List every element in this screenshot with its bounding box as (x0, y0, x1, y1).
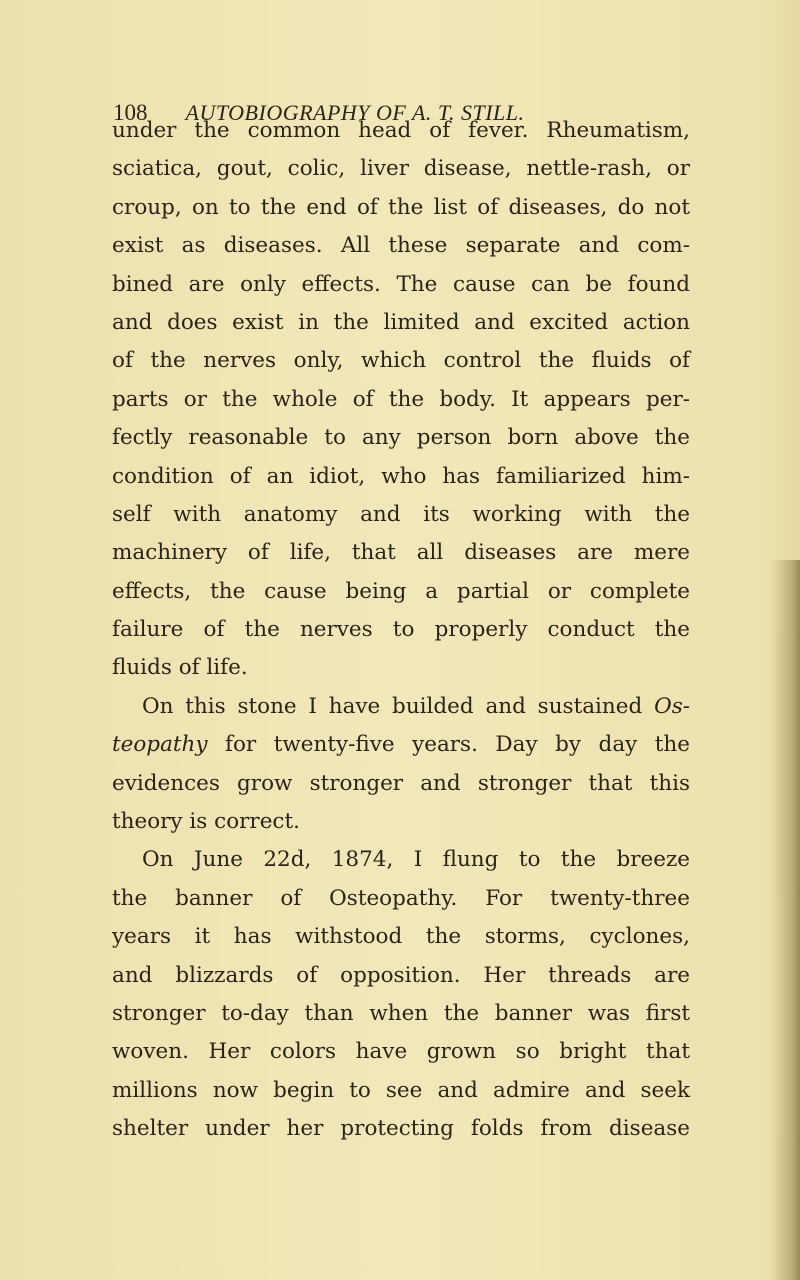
text-line: condition of an idiot, who has familiarized him- (112, 463, 690, 489)
text-line: stronger to-day than when the banner was first (112, 1000, 690, 1026)
text-line: bined are only effects. The cause can be found (112, 271, 690, 297)
text-line: millions now begin to see and admire and seek (112, 1077, 690, 1103)
italic-term: teopathy (112, 732, 208, 758)
text-line: fluids of life. (112, 655, 248, 681)
text-span: for twenty-five years. Day by day the (207, 732, 690, 758)
text-line: exist as diseases. All these separate and com- (112, 233, 690, 259)
page-body (112, 112, 690, 1149)
text-line: sciatica, gout, colic, liver disease, nettle-rash, or (112, 156, 690, 182)
text-line: years it has withstood the storms, cyclones, (112, 924, 690, 950)
text-line: self with anatomy and its working with the (112, 501, 690, 527)
text-line (112, 688, 690, 726)
text-line: parts or the whole of the body. It appears per- (112, 386, 690, 412)
running-title: AUTOBIOGRAPHY OF A. T. STILL. (185, 100, 525, 125)
text-line: On June 22d, 1874, I flung to the breeze (142, 847, 690, 873)
text-line: and blizzards of opposition. Her threads are (112, 962, 690, 988)
text-line: theory is correct. (112, 809, 300, 835)
text-line: of the nerves only, which control the fluids of (112, 348, 690, 374)
text-line: evidences grow stronger and stronger that this (112, 770, 690, 796)
text-line: fectly reasonable to any person born above the (112, 425, 690, 451)
text-line: woven. Her colors have grown so bright that (112, 1039, 690, 1065)
text-line: croup, on to the end of the list of diseases, do not (112, 194, 690, 220)
page-number: 108 (113, 100, 148, 125)
text-line: effects, the cause being a partial or complete (112, 578, 690, 604)
text-line: shelter under her protecting folds from disease (112, 1116, 690, 1142)
text-line: machinery of life, that all diseases are mere (112, 540, 690, 566)
page-edge-shadow (770, 560, 800, 1280)
text-line: under the common head of fever. Rheumatism, (112, 118, 690, 143)
text-line: failure of the nerves to properly conduct the (112, 617, 690, 643)
text-line: and does exist in the limited and excited action (112, 309, 690, 335)
text-line (112, 726, 690, 764)
text-span: On this stone I have builded and sustained (142, 693, 655, 719)
text-line: the banner of Osteopathy. For twenty-three (112, 885, 690, 911)
italic-term: Os- (654, 693, 690, 719)
